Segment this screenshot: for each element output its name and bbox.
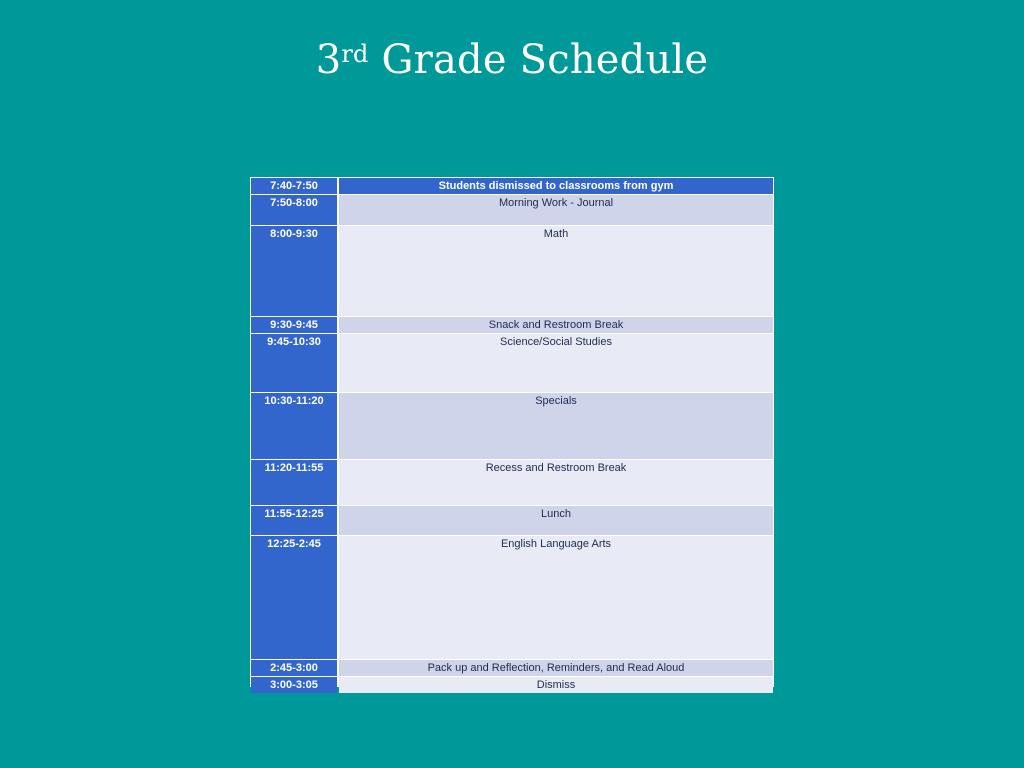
title-number: 3 — [315, 37, 342, 83]
time-cell: 7:50-8:00 — [251, 195, 337, 225]
page-title — [0, 30, 1024, 90]
time-cell: 3:00-3:05 — [251, 677, 337, 693]
title-ordinal-suffix: rd — [341, 40, 369, 68]
time-cell: 11:55-12:25 — [251, 506, 337, 535]
activity-cell: Students dismissed to classrooms from gym — [339, 178, 773, 194]
time-cell: 12:25-2:45 — [251, 536, 337, 659]
activity-cell: Morning Work - Journal — [339, 195, 773, 225]
activity-cell: Lunch — [339, 506, 773, 535]
activity-cell: Specials — [339, 393, 773, 459]
time-cell: 2:45-3:00 — [251, 660, 337, 676]
time-cell: 8:00-9:30 — [251, 226, 337, 316]
activity-cell: Recess and Restroom Break — [339, 460, 773, 505]
activity-cell: English Language Arts — [339, 536, 773, 659]
activity-cell: Science/Social Studies — [339, 334, 773, 392]
activity-cell: Math — [339, 226, 773, 316]
schedule-table — [250, 177, 774, 691]
activity-cell: Snack and Restroom Break — [339, 317, 773, 333]
title-text: Grade Schedule — [368, 37, 709, 83]
activity-cell: Pack up and Reflection, Reminders, and Read Aloud — [339, 660, 773, 676]
activity-cell: Dismiss — [339, 677, 773, 693]
time-cell: 11:20-11:55 — [251, 460, 337, 505]
time-cell: 10:30-11:20 — [251, 393, 337, 459]
time-cell: 9:45-10:30 — [251, 334, 337, 392]
time-cell: 7:40-7:50 — [251, 178, 337, 194]
time-cell: 9:30-9:45 — [251, 317, 337, 333]
